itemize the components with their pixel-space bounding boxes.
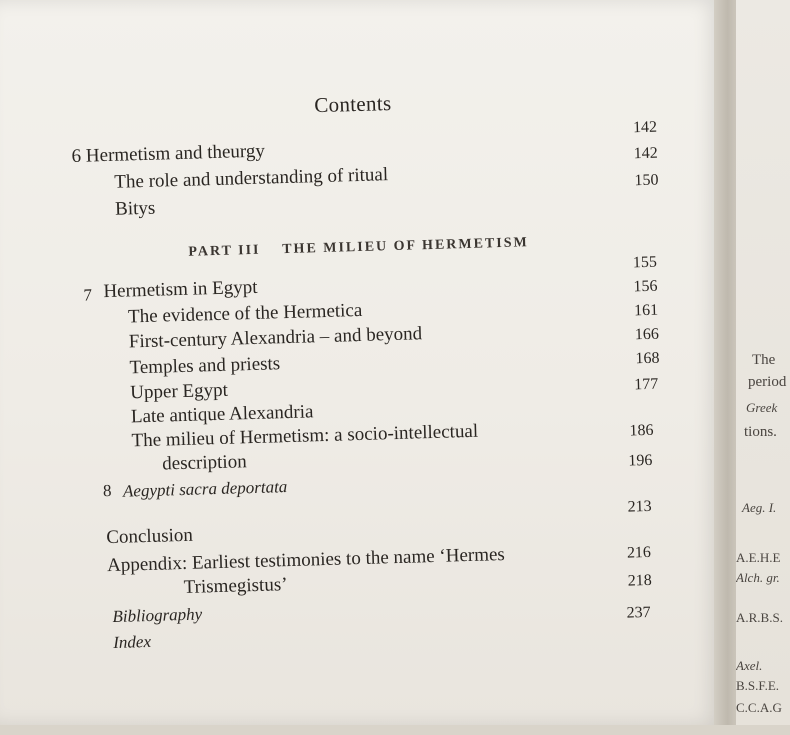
page-number: 177 [634,375,659,394]
toc-item: Late antique Alexandria [130,401,314,428]
toc-item: The milieu of Hermetism: a socio-intellectual [131,420,479,452]
right-page-text: A.R.B.S. [736,610,783,625]
part-label: PART III [188,242,261,260]
page-number: 156 [633,277,658,296]
toc-chapter-7: Hermetism in Egypt [103,276,258,303]
toc-appendix-continued: Trismegistus’ [183,574,288,598]
page-title: Contents [313,91,392,118]
toc-item: The role and understanding of ritual [114,164,389,193]
right-page-text: A.E.H.E [736,550,781,565]
toc-chapter-7-number: 7 [83,285,93,305]
page-number: 166 [634,325,660,344]
toc-item: Upper Egypt [129,379,229,404]
toc-conclusion: Conclusion [106,524,194,549]
toc-chapter-8: Aegypti sacra deportata [122,477,288,501]
right-page-text: Alch. gr. [736,570,780,585]
part-title: THE MILIEU OF HERMETISM [282,235,529,258]
toc-item: Temples and priests [129,353,281,379]
right-page [736,0,790,725]
right-page-text: C.C.A.G [736,700,782,715]
right-page-text: Axel. [736,658,763,673]
toc-chapter-8-number: 8 [102,480,112,501]
right-page-text: B.S.F.E. [736,678,780,693]
page-number: 218 [627,571,652,590]
page-number: 168 [635,349,660,368]
page-number: 150 [634,171,659,190]
toc-appendix: Appendix: Earliest testimonies to the name ‘Hermes [106,544,506,577]
page-number: 196 [628,451,653,470]
toc-index: Index [112,631,152,652]
right-page-text: The [752,352,776,368]
right-page-text: period [748,374,787,390]
toc-item: The evidence of the Hermetica [127,299,363,328]
page-number: 142 [632,118,658,137]
page-number: 213 [627,497,652,516]
page-number: 142 [633,144,659,163]
page-number: 161 [633,301,659,320]
right-page-text: tions. [744,424,777,440]
toc-item: description [161,451,247,475]
right-page-text: Greek [746,400,778,415]
toc-chapter-6: 6 Hermetism and theurgy [71,140,266,167]
toc-item: Bitys [114,197,156,220]
page-number: 237 [626,603,651,622]
part-heading [188,235,529,261]
toc-bibliography: Bibliography [112,604,203,626]
toc-item: First-century Alexandria – and beyond [128,323,423,353]
page-number: 155 [632,253,658,272]
page-number: 216 [626,543,652,562]
right-page-text: Aeg. I. [742,500,777,515]
page-number: 186 [629,421,654,440]
